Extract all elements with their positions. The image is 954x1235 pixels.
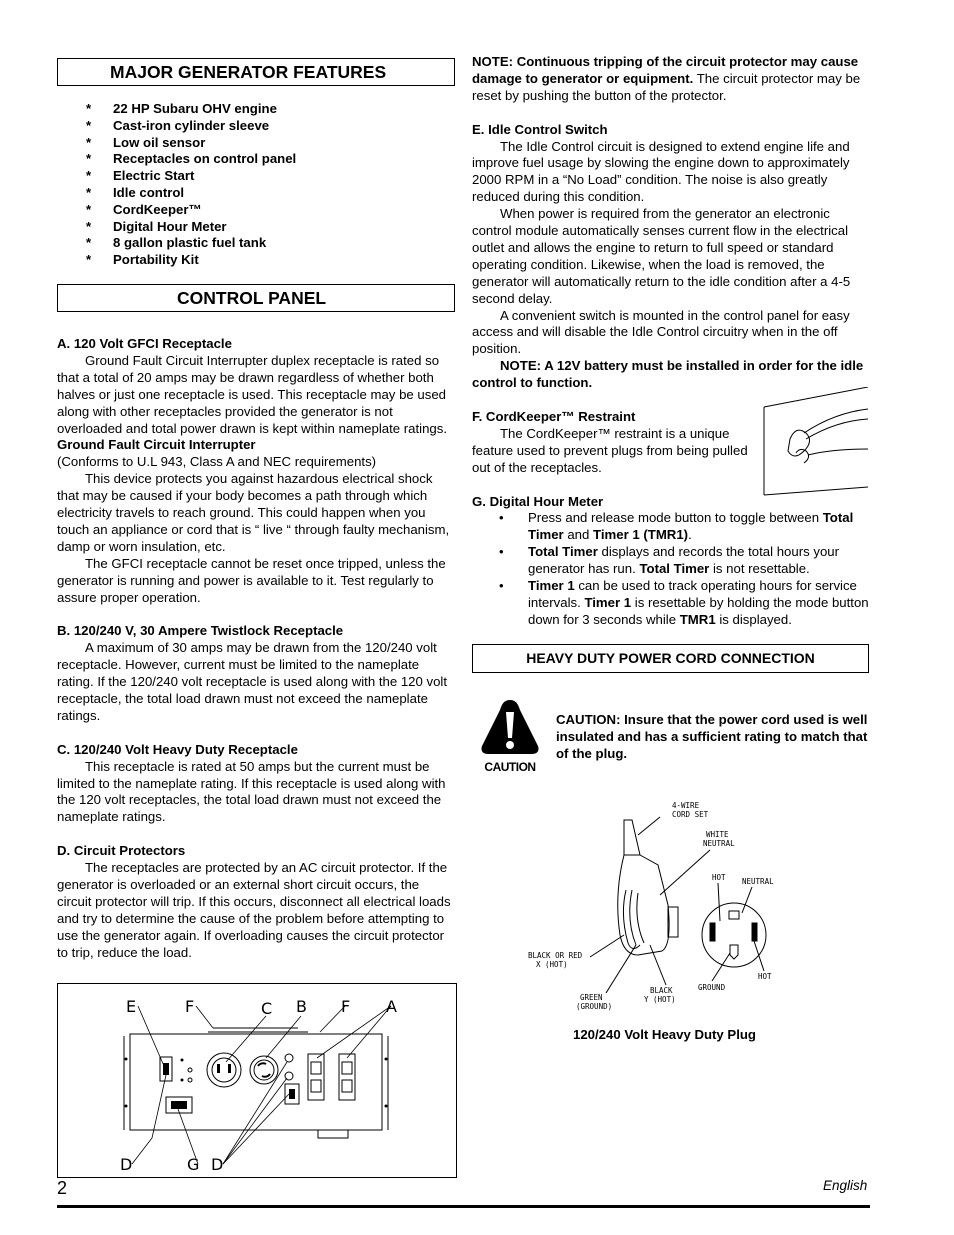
feature-item: * Cast-iron cylinder sleeve (86, 117, 270, 133)
section-a-heading: A. 120 Volt GFCI Receptacle (57, 335, 232, 351)
section-f-heading: F. CordKeeper™ Restraint (472, 409, 636, 424)
right-column (472, 54, 869, 673)
svg-text:WHITE: WHITE (706, 830, 729, 839)
label-d-right: D (211, 1155, 224, 1174)
feature-item: * Digital Hour Meter (86, 218, 227, 234)
control-panel-diagram (57, 983, 457, 1178)
features-heading: MAJOR GENERATOR FEATURES (57, 58, 455, 86)
section-e-text-2: When power is required from the generator an electronic control module automatically senses current flow in the electrical outlet and allows the engine to return to full speed or standard operating condition. Likewise, when the load is removed, the generator will automatically return to the idle condition after a 4-5 second delay. (472, 206, 851, 306)
section-e-text-3: A convenient switch is mounted in the control panel for easy access and will disable the Idle Control circuitry when in the off position. (472, 307, 850, 357)
feature-item: * Portability Kit (86, 252, 199, 268)
hour-meter-bullet-3: • Timer 1 can be used to track operating hours for service intervals. Timer 1 is resettable by holding the mode button down for 3 seconds while TMR1 is displayed. (499, 578, 869, 627)
feature-item: * Idle control (86, 184, 185, 200)
section-a-text: Ground Fault Circuit Interrupter duplex receptacle is rated so that a total of 20 amps may be drawn regardless of whether both halves or just one receptacle is used. This receptacle may be used along with other receptacles provided the generator is not overloaded and total power drawn is kept within nameplate ratings. (57, 352, 447, 436)
footer-rule (57, 1205, 870, 1208)
label-e: E (126, 997, 137, 1016)
control-panel-heading: CONTROL PANEL (57, 284, 455, 312)
page-number: 2 (57, 1178, 68, 1198)
label-f-left: F (185, 997, 195, 1016)
section-f-text: The CordKeeper™ restraint is a unique feature used to prevent plugs from being pulled out of the receptacles. (472, 425, 748, 475)
label-d-left: D (120, 1155, 133, 1174)
caution-icon: CAUTION (478, 698, 542, 772)
gfci-text-2: The GFCI receptacle cannot be reset once tripped, unless the generator is running and power is available to it. Test regularly to assure proper operation. (57, 555, 446, 605)
battery-note: NOTE: A 12V battery must be installed in order for the idle control to function. (472, 358, 864, 391)
heavy-duty-plug-diagram (520, 795, 800, 1020)
section-g-heading: G. Digital Hour Meter (472, 493, 604, 509)
section-b-text: A maximum of 30 amps may be drawn from the 120/240 volt receptacle. However, current must be limited to the nameplate rating. If the 120/240 volt receptacle is used along with the 120 volt receptacle, the total load drawn must not exceed the nameplate ratings. (57, 640, 448, 723)
feature-item: * Low oil sensor (86, 134, 206, 150)
feature-item: * 8 gallon plastic fuel tank (86, 235, 267, 251)
svg-text:Y (HOT): Y (HOT) (644, 995, 676, 1004)
svg-text:(GROUND): (GROUND) (576, 1002, 613, 1011)
gfci-heading: Ground Fault Circuit Interrupter (57, 437, 256, 453)
plug-caption: 120/240 Volt Heavy Duty Plug (573, 1027, 756, 1042)
feature-item: * Receptacles on control panel (86, 151, 297, 167)
control-panel-illustration (58, 984, 456, 1177)
circuit-protector-note: NOTE: Continuous tripping of the circuit protector may cause damage to generator or equipment. The circuit protector may be reset by pushing the button of the protector. (472, 54, 861, 103)
svg-text:4-WIRE: 4-WIRE (672, 801, 700, 810)
svg-text:GREEN: GREEN (580, 993, 603, 1002)
section-b-heading: B. 120/240 V, 30 Ampere Twistlock Receptacle (57, 623, 344, 639)
svg-text:BLACK: BLACK (650, 986, 673, 995)
svg-text:CORD SET: CORD SET (672, 810, 709, 819)
gfci-text-1: This device protects you against hazardous electrical shock that may be caused if your body becomes a path through which electricity travels to reach ground. This could happen when you touch an appliance or cord that is “ live “ through faulty mechanism, damp or worn insulation, etc. (57, 471, 450, 554)
svg-text:NEUTRAL: NEUTRAL (703, 839, 735, 848)
hour-meter-bullet-2: • Total Timer displays and records the total hours your generator has run. Total Timer is not resettable. (499, 544, 840, 577)
svg-text:BLACK OR RED: BLACK OR RED (528, 951, 583, 960)
svg-text:X (HOT): X (HOT) (536, 960, 568, 969)
gfci-conformance: (Conforms to U.L 943, Class A and NEC requirements) (57, 454, 377, 470)
features-list (57, 101, 455, 269)
svg-text:GROUND: GROUND (698, 983, 726, 992)
section-c-heading: C. 120/240 Volt Heavy Duty Receptacle (57, 741, 298, 757)
section-d-text: The receptacles are protected by an AC circuit protector. If the generator is overloaded or an external short circuit occurs, the circuit protector will trip. If this occurs, disconnect all electrical loads and try to determine the cause of the problem before attempting to use the generator again. If overloading causes the circuit protector to trip, reduce the load. (57, 860, 451, 960)
caution-text: CAUTION: Insure that the power cord used is well insulated and has a sufficient rating to match that of the plug. (556, 712, 868, 761)
svg-text:HOT: HOT (712, 873, 726, 882)
language-label: English (823, 1178, 868, 1193)
hour-meter-bullet-1: • Press and release mode button to toggle between Total Timer and Timer 1 (TMR1). (499, 510, 854, 543)
feature-item: * Electric Start (86, 168, 195, 184)
cordkeeper-illustration (756, 387, 868, 497)
cordkeeper-section (472, 409, 869, 477)
label-a: A (386, 997, 397, 1016)
label-g: G (187, 1155, 200, 1174)
section-e-text-1: The Idle Control circuit is designed to extend engine life and improve fuel usage by slowing the engine down to approximately 2000 RPM in a “No Load” condition. The noise is also greatly reduced during this condition. (472, 138, 850, 205)
label-c: C (261, 999, 273, 1018)
left-column (57, 58, 455, 961)
svg-text:NEUTRAL: NEUTRAL (742, 877, 774, 886)
feature-item: * CordKeeper™ (86, 201, 202, 217)
feature-item: * 22 HP Subaru OHV engine (86, 101, 277, 116)
label-b: B (296, 997, 307, 1016)
power-cord-heading: HEAVY DUTY POWER CORD CONNECTION (472, 644, 869, 673)
section-d-heading: D. Circuit Protectors (57, 843, 186, 859)
label-f-right: F (341, 997, 351, 1016)
svg-text:HOT: HOT (758, 972, 772, 981)
section-c-text: This receptacle is rated at 50 amps but the current must be limited to the nameplate rating. If this receptacle is used along with the 120 volt receptacles, the total load drawn must not exceed the nameplate ratings. (57, 758, 446, 825)
section-e-heading: E. Idle Control Switch (472, 121, 608, 137)
